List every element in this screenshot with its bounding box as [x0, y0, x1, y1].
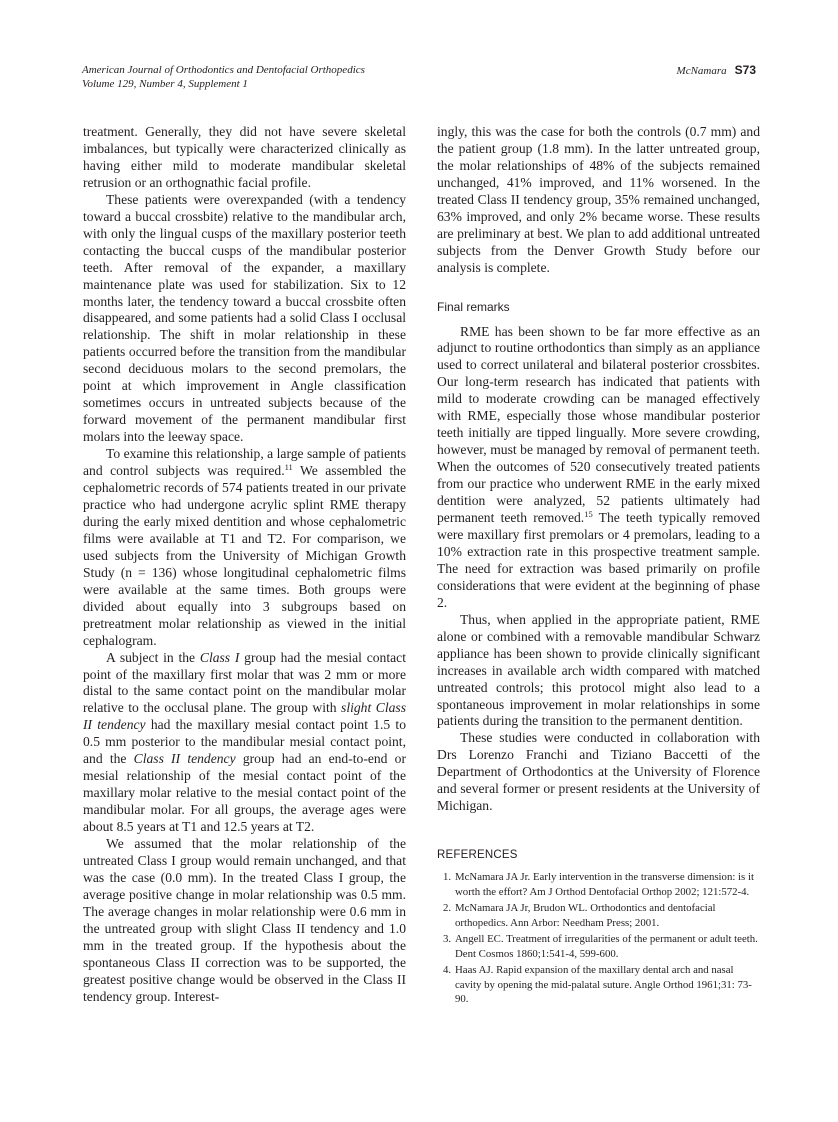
- paragraph: [83, 446, 406, 649]
- text-run: We assembled the cephalometric records of 574 patients treated in our private practice who had undergone acrylic splint RME therapy during the early mixed dentition and whose cephalometric films were available at T1 and T2. For comparison, we used subjects from the University of Michigan Growth Study (n = 136) whose longitudinal cephalometric films were available at the same times. Both groups were divided about equally into 3 subgroups based on pretreatment molar relationship as viewed in the initial cephalogram.: [83, 463, 406, 648]
- citation-superscript[interactable]: 15: [584, 509, 593, 520]
- text-run: RME has been shown to be far more effective as an adjunct to routine orthodontics than simply as an appliance used to correct unilateral and bilateral posterior crossbites. Our long-term research has indicated that patients with mild to moderate crowding can be managed effectively with RME, especially those whose mandibular posterior teeth initially are tipped lingually. More severe crowding, however, must be managed by removal of permanent teeth. When the outcomes of 520 consecutively treated patients from our practice who underwent RME in the early mixed dentition were analyzed, 52 patients ultimately had permanent teeth removed.: [437, 323, 760, 526]
- paragraph: [437, 324, 760, 612]
- text-run: had the maxillary mesial contact point 1.5 to 0.5 mm posterior to the mandibular mesial contact point, and the: [83, 717, 406, 767]
- reference-number: 1.: [443, 871, 452, 884]
- text-run: To examine this relationship, a large sample of patients and control subjects was required.: [83, 446, 406, 479]
- reference-number: 2.: [443, 902, 452, 915]
- text-run: The teeth typically removed were maxillary first premolars or 4 premolars, leading to a 10% extraction rate in this prospective treatment sample. The need for extraction was based primarily on profile considerations that were evident at the beginning of phase 2.: [437, 510, 760, 610]
- journal-title: American Journal of Orthodontics and Dentofacial Orthopedics: [82, 64, 365, 76]
- citation-superscript[interactable]: 11: [284, 462, 293, 473]
- reference-number: 3.: [443, 933, 452, 946]
- reference-number: 4.: [443, 964, 452, 977]
- running-author: McNamara: [676, 65, 727, 77]
- journal-volume: Volume 129, Number 4, Supplement 1: [82, 77, 248, 90]
- reference-text: McNamara JA Jr. Early intervention in the transverse dimension: is it worth the effort? Am J Orthod Dentofacial Orthop 2002; 121:572-4.: [455, 871, 754, 898]
- paragraph: ingly, this was the case for both the controls (0.7 mm) and the patient group (1.8 mm). In the latter untreated group, the molar relationships of 48% of the subjects remained unchanged, 41% improved, and 11% worsened. In the treated Class II tendency group, 35% remained unchanged, 63% improved, and only 2% became worse. These results are preliminary at best. We plan to add additional untreated subjects from the Denver Growth Study before our analysis is complete.: [437, 124, 760, 275]
- right-column: [437, 124, 760, 1009]
- italic-term: Class I: [199, 649, 240, 665]
- italic-term: Class II tendency: [133, 751, 236, 767]
- reference-text: Haas AJ. Rapid expansion of the maxillary dental arch and nasal cavity by opening the mid-palatal suture. Angle Orthod 1961;31: 73-90.: [455, 964, 752, 1006]
- reference-item: [437, 963, 760, 1007]
- italic-term: slight Class II tendency: [83, 700, 406, 733]
- section-heading: Final remarks: [437, 299, 510, 314]
- text-run: group had an end-to-end or mesial relationship of the mesial contact point of the maxillary molar relative to the mesial contact point of the mandibular molar. For all groups, the average ages were about 8.5 years at T1 and 12.5 years at T2.: [83, 751, 406, 835]
- reference-text: Angell EC. Treatment of irregularities of the permanent or adult teeth. Dent Cosmos 1860;1:541-4, 599-600.: [455, 933, 758, 960]
- reference-item: [437, 870, 760, 899]
- paragraph: These studies were conducted in collaboration with Drs Lorenzo Franchi and Tiziano Baccetti of the Department of Orthodontics at the University of Florence and several former or present residents at the University of Michigan.: [437, 730, 760, 814]
- paragraph: These patients were overexpanded (with a tendency toward a buccal crossbite) relative to the mandibular arch, with only the lingual cusps of the maxillary posterior teeth contacting the buccal cusps of the mandibular posterior teeth. After removal of the expander, a maxillary maintenance plate was used for stabilization. Six to 12 months later, the tendency toward a buccal crossbite often disappeared, and some patients had a solid Class I occlusal relationship. The shift in molar relationship in these patients occurred before the transition from the mandibular second deciduous molars to the second premolars, the point at which improvement in Angle classification sometimes occurs in untreated subjects because of the forward movement of the permanent mandibular first molars into the leeway space.: [83, 191, 406, 445]
- reference-text: McNamara JA Jr, Brudon WL. Orthodontics and dentofacial orthopedics. Ann Arbor: Needham Press; 2001.: [455, 902, 716, 929]
- text-run: group had the mesial contact point of the maxillary first molar that was 2 mm or more distal to the same contact point on the mandibular molar relative to the occlusal plane. The group with: [83, 649, 406, 716]
- page-number: S73: [734, 63, 756, 77]
- running-header-page: [677, 64, 756, 79]
- running-header-journal: [82, 64, 365, 91]
- reference-item: [437, 901, 760, 930]
- reference-item: [437, 932, 760, 961]
- references-list: [437, 870, 760, 1007]
- paragraph: treatment. Generally, they did not have severe skeletal imbalances, but typically were characterized clinically as having either mild to moderate mandibular skeletal retrusion or an orthognathic facial profile.: [83, 124, 406, 190]
- paragraph: We assumed that the molar relationship of the untreated Class I group would remain unchanged, and that was the case (0.0 mm). In the treated Class I group, the average positive change in molar relationship was 0.5 mm. The average changes in molar relationship were 0.6 mm in the untreated group with slight Class II tendency and 1.0 mm in the treated group. If the hypothesis about the spontaneous Class II correction was to be supported, the greatest positive change would be observed in the Class II tendency group. Interest-: [83, 836, 406, 1004]
- left-column: [83, 124, 406, 1006]
- text-run: A subject in the: [106, 649, 200, 665]
- paragraph: [83, 650, 406, 836]
- references-heading: REFERENCES: [437, 849, 518, 862]
- paragraph: Thus, when applied in the appropriate patient, RME alone or combined with a removable mandibular Schwarz appliance has been shown to provide clinically significant increases in available arch width compared with matched untreated controls; this protocol might also lead to a spontaneous improvement in molar relationships in some patients during the transition to the permanent dentition.: [437, 611, 760, 729]
